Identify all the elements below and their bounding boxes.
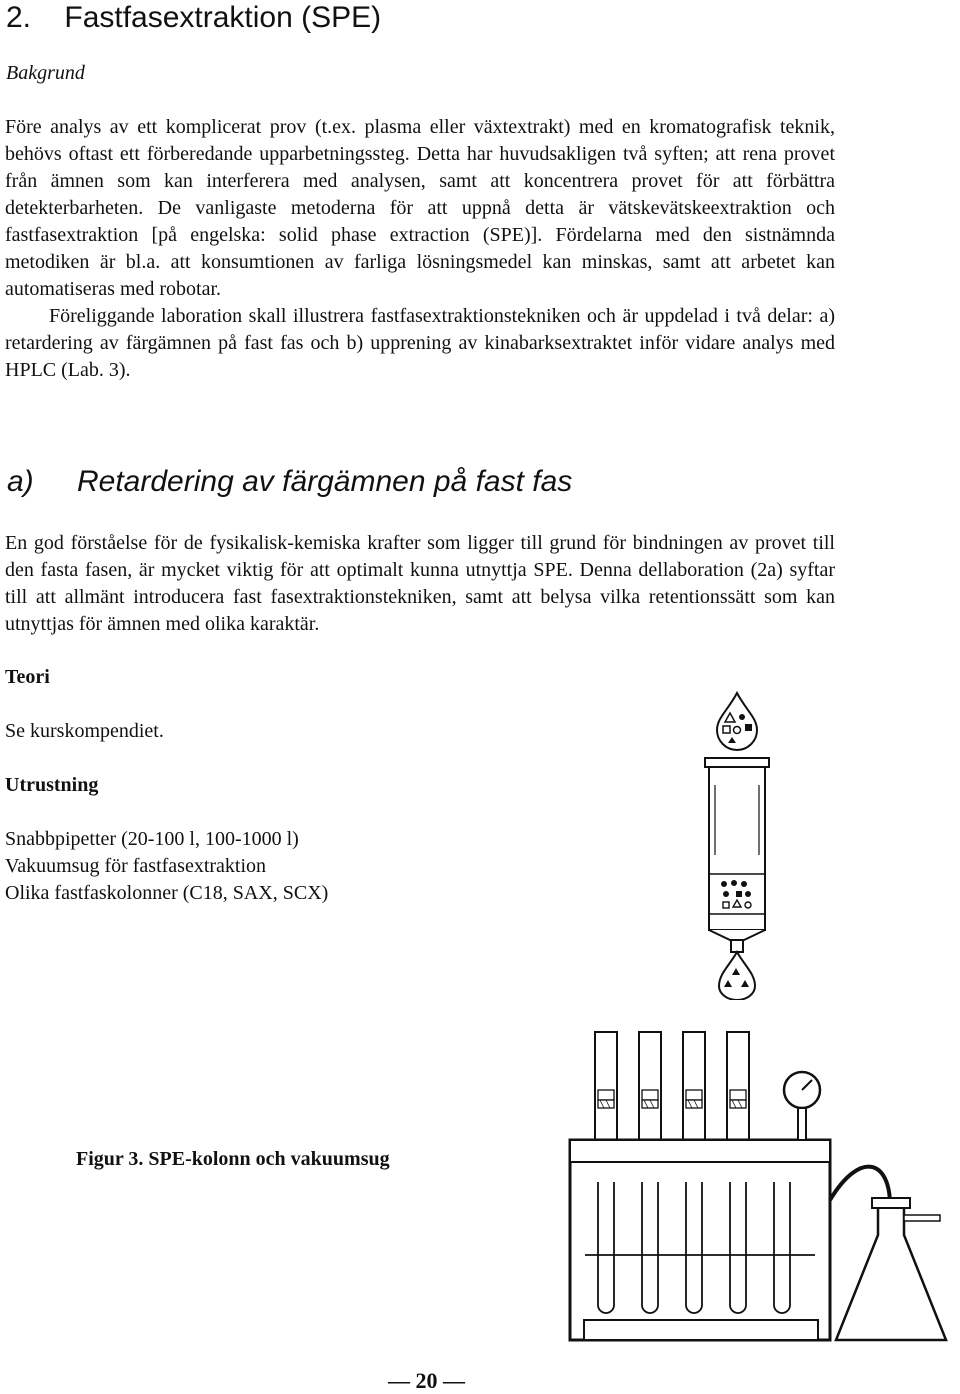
page-dash-right: — [437, 1368, 465, 1393]
background-label: Bakgrund [6, 62, 85, 84]
section-number: 2. [6, 1, 32, 34]
section-heading [6, 0, 381, 36]
vacuum-manifold-illustration [560, 1020, 952, 1360]
equipment-item: Olika fastfaskolonner (C18, SAX, SCX) [5, 882, 329, 904]
intro-paragraph-2: Föreliggande laboration skall illustrera fastfasextraktionstekniken och är uppdelad i två delar: a) retardering av färgämnen på fast fas och b) upprening av kinabarksextraktet inför vidare analys med HPLC (Lab. 3). [5, 305, 835, 381]
spe-column-illustration [690, 690, 790, 1000]
teori-heading: Teori [5, 666, 50, 688]
utrustning-heading: Utrustning [5, 774, 99, 796]
subsection-number: a) [7, 465, 34, 498]
column-tube [705, 758, 769, 952]
page-number [388, 1368, 465, 1393]
page-number-value: 20 [415, 1368, 438, 1393]
equipment-item: Vakuumsug för fastfasextraktion [5, 855, 267, 877]
page-dash-left: — [388, 1368, 416, 1393]
equipment-list [5, 826, 328, 907]
eluate-drop-bottom [719, 952, 755, 1000]
subsection-heading [7, 462, 572, 502]
figure-caption: Figur 3. SPE-kolonn och vakuumsug [76, 1148, 390, 1170]
section-title: Fastfasextraktion (SPE) [64, 1, 382, 34]
sample-drop-top [717, 693, 757, 750]
teori-text: Se kurskompendiet. [5, 720, 164, 742]
intro-paragraph-1: Före analys av ett komplicerat prov (t.ex. plasma eller växtextrakt) med en kromatografisk teknik, behövs oftast ett förberedande upparbetningssteg. Detta har huvudsakligen två syften; att rena provet från ämnen som kan interferera med analysen, samt att koncentrera provet för att förbättra detekterbarheten. De vanligaste metoderna för att uppnå detta är vätskevätskeextraktion och fastfasextraktion [på engelska: solid phase extraction (SPE)]. Fördelarna med den sistnämnda metodiken är bl.a. att konsumtionen av farliga lösningsmedel kan minskas, samt att arbetet kan automatiseras med robotar. [5, 116, 835, 300]
equipment-item: Snabbpipetter (20-100 l, 100-1000 l) [5, 828, 299, 850]
intro-text [5, 114, 835, 384]
subsection-title: Retardering av färgämnen på fast fas [77, 465, 573, 498]
subsection-paragraph: En god förståelse för de fysikalisk-kemiska krafter som ligger till grund för bindningen av provet till den fasta fasen, är mycket viktig för att optimalt kunna utnyttja SPE. Denna dellaboration (2a) syftar till att allmänt introducera fast fasextraktionstekniken, samt att belysa vilka retentionssätt som kan utnyttjas för ämnen med olika karaktär. [5, 532, 835, 635]
